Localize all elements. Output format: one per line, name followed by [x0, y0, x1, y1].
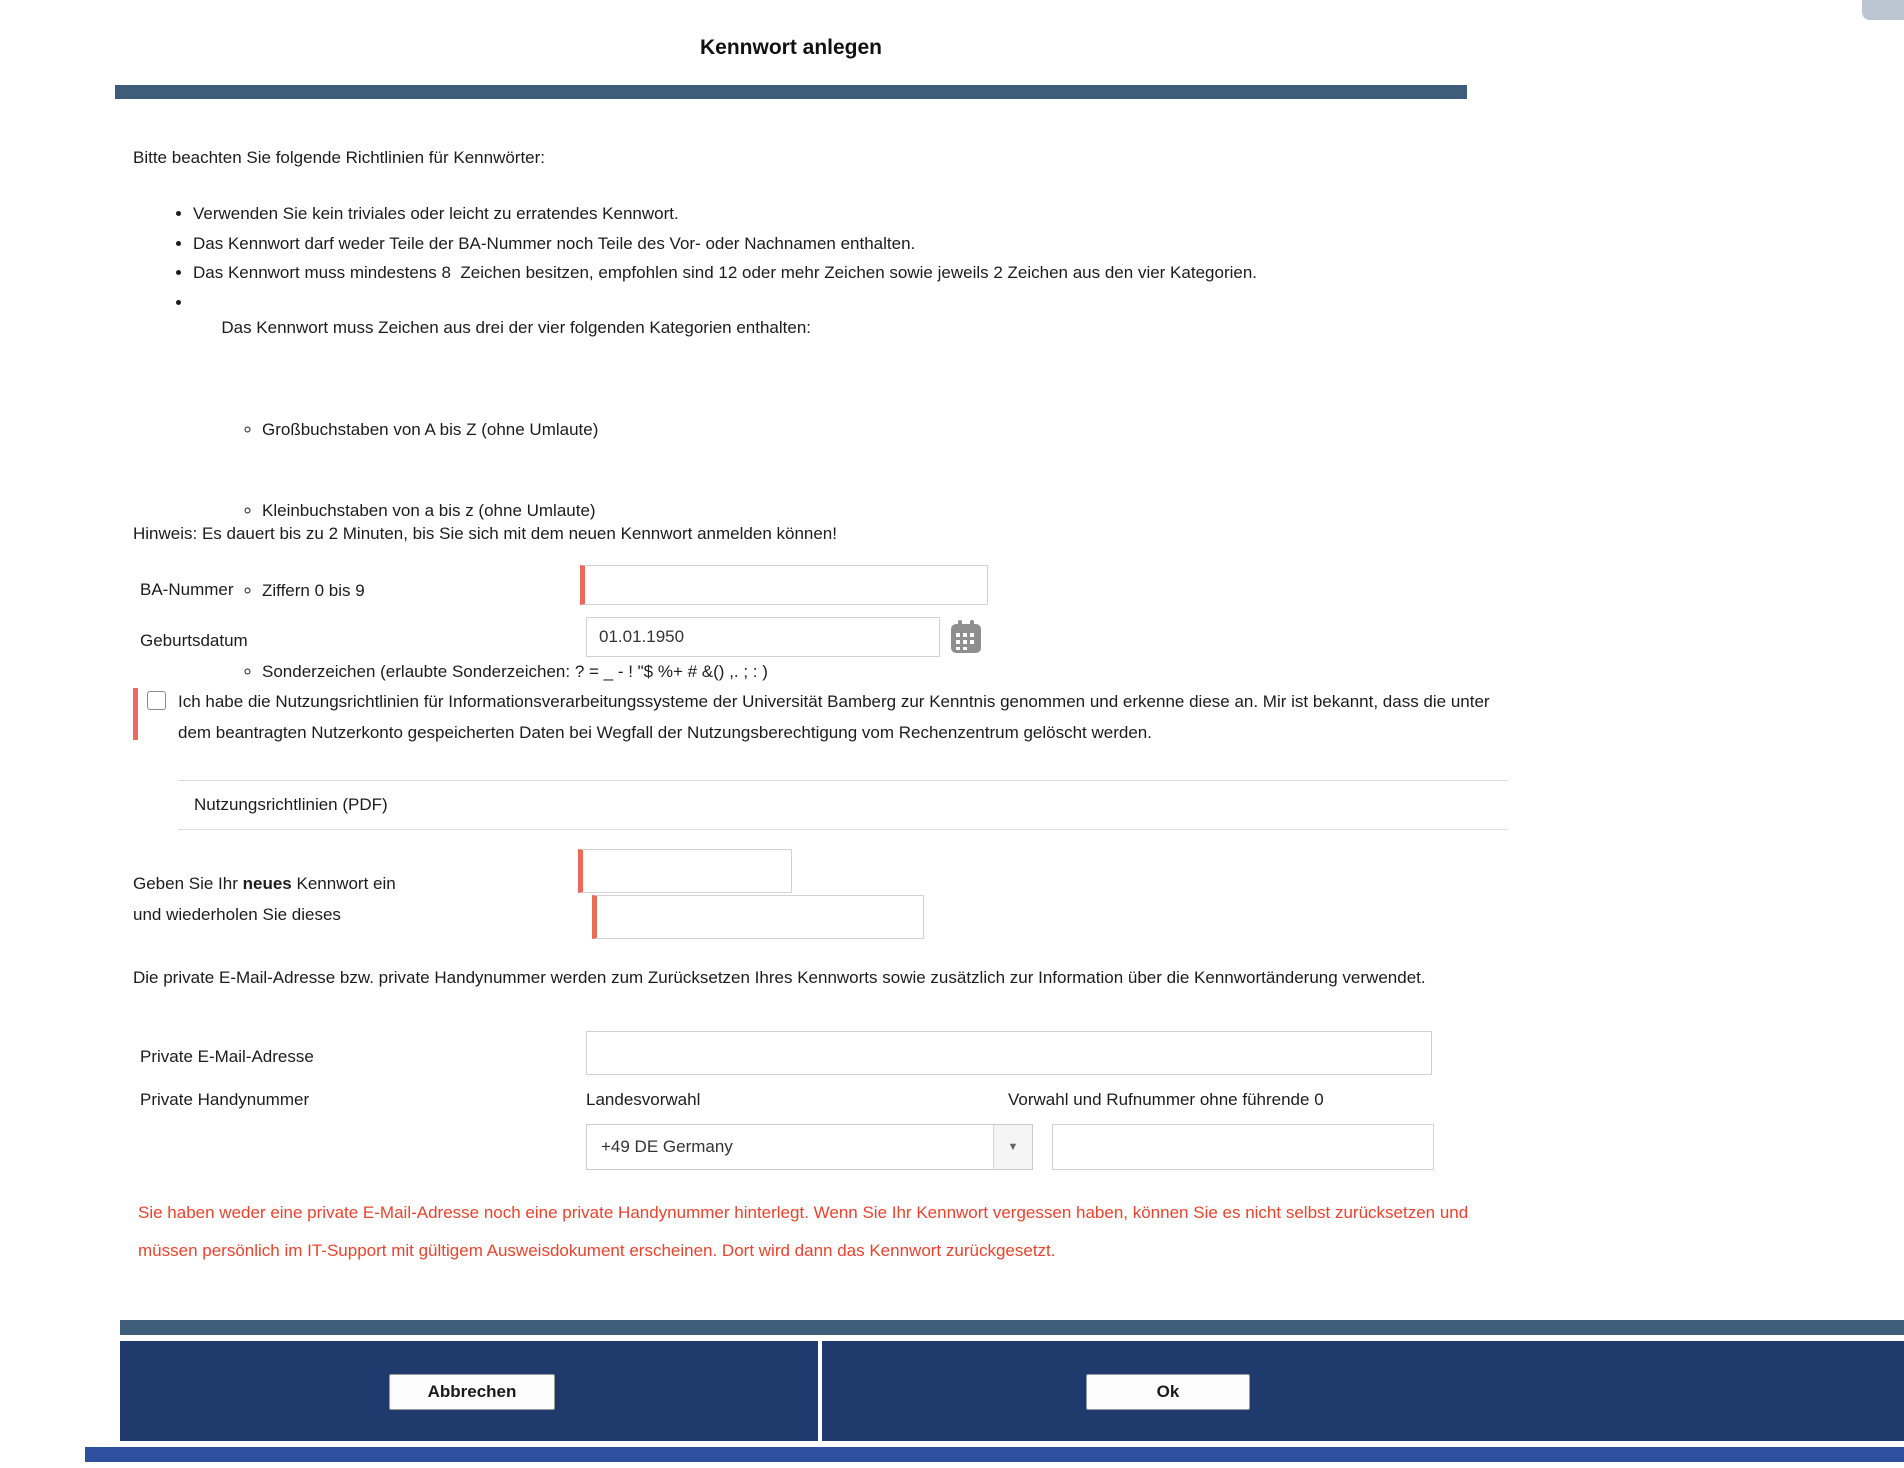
password-label-bold: neues: [242, 874, 292, 893]
missing-contact-warning: Sie haben weder eine private E-Mail-Adresse noch eine private Handynummer hinterlegt. Wenn Sie Ihr Kennwort vergessen haben, können Sie es nicht selbst zurücksetzen und müssen persönlich im IT-Support mit gültigem Ausweisdokument erscheinen. Dort wird dann das Kennwort zurückgesetzt.: [138, 1203, 1469, 1260]
terms-required-marker: [133, 688, 138, 740]
country-code-value: +49 DE Germany: [601, 1137, 733, 1156]
guideline-item: • Das Kennwort darf weder Teile der BA-Nummer noch Teile des Vor- oder Nachnamen enthalten.: [193, 231, 1469, 257]
password-label-line2: und wiederholen Sie dieses: [133, 905, 341, 924]
calendar-icon: [950, 643, 982, 658]
pdf-link-panel: [178, 780, 1508, 830]
category-item: ◦ Ziffern 0 bis 9: [262, 578, 1469, 604]
private-email-input[interactable]: [586, 1031, 1432, 1075]
ba-number-input[interactable]: [580, 565, 988, 605]
category-item: ◦ Großbuchstaben von A bis Z (ohne Umlaute): [262, 417, 1469, 443]
password-label-part2: Kennwort ein: [291, 874, 396, 893]
calendar-button[interactable]: [950, 620, 982, 655]
new-password-input[interactable]: [578, 849, 792, 893]
terms-text: Ich habe die Nutzungsrichtlinien für Informationsverarbeitungssysteme der Universität Bamberg zur Kenntnis genommen und erkenne diese an. Mir ist bekannt, dass die unter dem beantragten Nutzerkonto gespeicherten Daten bei Wegfall der Nutzungsberechtigung vom Rechenzentrum gelöscht werden.: [178, 692, 1490, 742]
guidelines-intro: Bitte beachten Sie folgende Richtlinien für Kennwörter:: [133, 148, 546, 167]
private-email-label: Private E-Mail-Adresse: [140, 1047, 314, 1066]
country-code-select[interactable]: [586, 1124, 1033, 1170]
guideline-item: • Verwenden Sie kein triviales oder leicht zu erratendes Kennwort.: [193, 201, 1469, 227]
category-item: ◦ Kleinbuchstaben von a bis z (ohne Umlaute): [262, 498, 1469, 524]
footer-divider-bar: [120, 1320, 1904, 1335]
page-title: Kennwort anlegen: [699, 36, 883, 59]
country-code-label: Landesvorwahl: [586, 1090, 701, 1109]
contact-info-text: Die private E-Mail-Adresse bzw. private Handynummer werden zum Zurücksetzen Ihres Kennworts sowie zusätzlich zur Information über die Kennwortänderung verwendet.: [133, 968, 1426, 987]
ba-number-label: BA-Nummer: [140, 580, 234, 599]
repeat-password-input[interactable]: [592, 895, 924, 939]
guideline-item: • Das Kennwort muss mindestens 8 Zeichen besitzen, empfohlen sind 12 oder mehr Zeichen sowie jeweils 2 Zeichen aus den vier Kategorien.: [193, 260, 1469, 286]
category-item: ◦ Sonderzeichen (erlaubte Sonderzeichen: ? = _ - ! "$ %+ # &() ,. ; : ): [262, 659, 1469, 685]
header-divider-bar: [115, 85, 1467, 99]
chevron-down-icon: ▼: [993, 1125, 1032, 1169]
birth-date-label: Geburtsdatum: [140, 631, 248, 650]
cancel-button[interactable]: Abbrechen: [389, 1374, 555, 1410]
bottom-accent-strip: [85, 1447, 1904, 1462]
footer-panel-right: [822, 1341, 1904, 1441]
guideline-item-label: Das Kennwort muss Zeichen aus drei der vier folgenden Kategorien enthalten:: [221, 318, 812, 337]
category-list: [193, 366, 1469, 739]
login-delay-hint: Hinweis: Es dauert bis zu 2 Minuten, bis Sie sich mit dem neuen Kennwort anmelden können!: [133, 524, 837, 543]
window-corner-fragment: [1862, 0, 1904, 20]
private-phone-label: Private Handynummer: [140, 1090, 310, 1109]
new-password-label: [133, 868, 583, 930]
birth-date-input[interactable]: [586, 617, 940, 657]
ok-button[interactable]: Ok: [1086, 1374, 1250, 1410]
password-label-part1: Geben Sie Ihr: [133, 874, 243, 893]
terms-checkbox[interactable]: [147, 691, 166, 710]
phone-number-input[interactable]: [1052, 1124, 1434, 1170]
phone-number-label: Vorwahl und Rufnummer ohne führende 0: [1008, 1090, 1324, 1109]
usage-policy-pdf-link[interactable]: Nutzungsrichtlinien (PDF): [194, 795, 388, 814]
